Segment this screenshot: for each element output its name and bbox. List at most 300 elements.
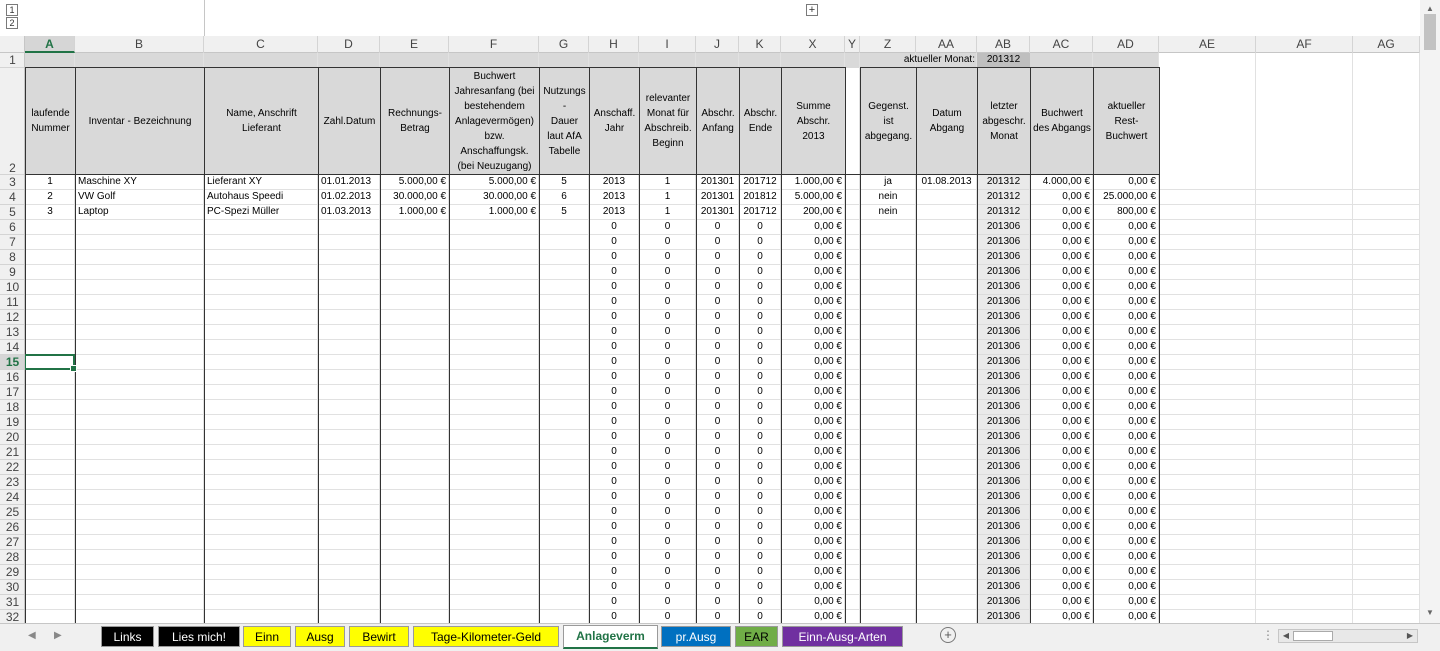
cell-row21-i[interactable]: 0 <box>664 446 671 457</box>
row-header-24[interactable]: 24 <box>0 490 25 505</box>
cell-row21-h[interactable]: 0 <box>611 446 617 457</box>
sheet-tab-einn[interactable]: Einn <box>243 626 291 647</box>
sheet-grid[interactable] <box>25 53 1420 623</box>
cell-row6-k[interactable]: 0 <box>757 221 763 232</box>
cell-row19-j[interactable]: 0 <box>714 416 721 427</box>
cell-row21-j[interactable]: 0 <box>714 446 721 457</box>
column-header-ab[interactable]: AB <box>977 36 1030 53</box>
cell-row23-h[interactable]: 0 <box>611 476 617 487</box>
cell-row15-ac[interactable]: 0,00 € <box>1062 356 1090 367</box>
cell-row8-i[interactable]: 0 <box>664 251 671 262</box>
sheet-tab-lies-mich-[interactable]: Lies mich! <box>158 626 240 647</box>
cell-row5-j[interactable]: 201301 <box>700 206 735 217</box>
cell-row5-k[interactable]: 201712 <box>743 206 777 217</box>
cell-row28-ac[interactable]: 0,00 € <box>1062 551 1090 562</box>
cell-row25-h[interactable]: 0 <box>611 506 617 517</box>
sheet-tab-bewirt[interactable]: Bewirt <box>349 626 409 647</box>
column-header-e[interactable]: E <box>380 36 449 53</box>
column-header-i[interactable]: I <box>639 36 696 53</box>
cell-row29-k[interactable]: 0 <box>757 566 763 577</box>
cell-row16-ad[interactable]: 0,00 € <box>1128 371 1156 382</box>
scroll-left-icon[interactable]: ◀ <box>1282 631 1290 640</box>
cell-row17-j[interactable]: 0 <box>714 386 721 397</box>
column-header-g[interactable]: G <box>539 36 589 53</box>
column-header-a[interactable]: A <box>25 36 75 53</box>
sheet-tab-links[interactable]: Links <box>101 626 154 647</box>
cell-row6-x[interactable]: 0,00 € <box>814 221 842 232</box>
cell-row12-ad[interactable]: 0,00 € <box>1128 311 1156 322</box>
cell-row19-ad[interactable]: 0,00 € <box>1128 416 1156 427</box>
cell-row11-x[interactable]: 0,00 € <box>814 296 842 307</box>
cell-row24-j[interactable]: 0 <box>714 491 721 502</box>
cell-row6-i[interactable]: 0 <box>664 221 671 232</box>
row-header-30[interactable]: 30 <box>0 580 25 595</box>
cell-row3-aa[interactable]: 01.08.2013 <box>921 176 972 187</box>
column-header-aa[interactable]: AA <box>916 36 977 53</box>
cell-row3-k[interactable]: 201712 <box>743 176 777 187</box>
cell-row8-ad[interactable]: 0,00 € <box>1128 251 1156 262</box>
column-header-ac[interactable]: AC <box>1030 36 1093 53</box>
cell-row7-x[interactable]: 0,00 € <box>814 236 842 247</box>
cell-row31-ad[interactable]: 0,00 € <box>1128 596 1156 607</box>
cell-row8-ab[interactable]: 201306 <box>986 251 1021 262</box>
cell-row5-e[interactable]: 1.000,00 € <box>398 206 446 217</box>
cell-row32-x[interactable]: 0,00 € <box>814 611 842 622</box>
cell-row7-ab[interactable]: 201306 <box>986 236 1021 247</box>
cell-row21-ab[interactable]: 201306 <box>986 446 1021 457</box>
cell-row30-ac[interactable]: 0,00 € <box>1062 581 1090 592</box>
cell-row13-k[interactable]: 0 <box>757 326 763 337</box>
cell-row19-x[interactable]: 0,00 € <box>814 416 842 427</box>
cell-row19-ac[interactable]: 0,00 € <box>1062 416 1090 427</box>
cell-row19-k[interactable]: 0 <box>757 416 763 427</box>
cell-row11-h[interactable]: 0 <box>611 296 617 307</box>
vertical-scrollbar[interactable] <box>1420 0 1440 623</box>
cell-row18-ad[interactable]: 0,00 € <box>1128 401 1156 412</box>
cell-row16-ac[interactable]: 0,00 € <box>1062 371 1090 382</box>
cell-row26-x[interactable]: 0,00 € <box>814 521 842 532</box>
cell-row5-ad[interactable]: 800,00 € <box>1117 206 1156 217</box>
row-header-10[interactable]: 10 <box>0 280 25 295</box>
cell-row3-e[interactable]: 5.000,00 € <box>398 176 446 187</box>
triangle-down-icon[interactable]: ▼ <box>1426 608 1434 617</box>
cell-row18-ab[interactable]: 201306 <box>986 401 1021 412</box>
cell-row3-j[interactable]: 201301 <box>700 176 735 187</box>
cell-row4-f[interactable]: 30.000,00 € <box>483 191 536 202</box>
cell-row28-h[interactable]: 0 <box>611 551 617 562</box>
cell-row30-j[interactable]: 0 <box>714 581 721 592</box>
cell-row18-k[interactable]: 0 <box>757 401 763 412</box>
cell-row12-i[interactable]: 0 <box>664 311 671 322</box>
row-header-5[interactable]: 5 <box>0 205 25 220</box>
row-header-13[interactable]: 13 <box>0 325 25 340</box>
cell-row32-ac[interactable]: 0,00 € <box>1062 611 1090 622</box>
cell-row9-i[interactable]: 0 <box>664 266 671 277</box>
cell-row14-x[interactable]: 0,00 € <box>814 341 842 352</box>
row-header-12[interactable]: 12 <box>0 310 25 325</box>
row-header-6[interactable]: 6 <box>0 220 25 235</box>
row-header-8[interactable]: 8 <box>0 250 25 265</box>
cell-row21-k[interactable]: 0 <box>757 446 763 457</box>
cell-row14-j[interactable]: 0 <box>714 341 721 352</box>
row-header-21[interactable]: 21 <box>0 445 25 460</box>
cell-row25-j[interactable]: 0 <box>714 506 721 517</box>
cell-row24-ad[interactable]: 0,00 € <box>1128 491 1156 502</box>
cell-row24-k[interactable]: 0 <box>757 491 763 502</box>
cell-row4-k[interactable]: 201812 <box>743 191 777 202</box>
row-header-26[interactable]: 26 <box>0 520 25 535</box>
cell-row18-h[interactable]: 0 <box>611 401 617 412</box>
cell-row7-ac[interactable]: 0,00 € <box>1062 236 1090 247</box>
column-header-z[interactable]: Z <box>860 36 916 53</box>
cell-row4-ab[interactable]: 201312 <box>986 191 1021 202</box>
cell-row13-i[interactable]: 0 <box>664 326 671 337</box>
cell-row28-ab[interactable]: 201306 <box>986 551 1021 562</box>
cell-row4-z[interactable]: nein <box>878 191 898 202</box>
cell-row3-d[interactable]: 01.01.2013 <box>321 176 372 187</box>
sheet-tab-tage-kilometer-geld[interactable]: Tage-Kilometer-Geld <box>413 626 559 647</box>
cell-row18-x[interactable]: 0,00 € <box>814 401 842 412</box>
cell-row3-h[interactable]: 2013 <box>602 176 626 187</box>
cell-row15-i[interactable]: 0 <box>664 356 671 367</box>
column-header-x[interactable]: X <box>781 36 845 53</box>
cell-row10-h[interactable]: 0 <box>611 281 617 292</box>
cell-row32-ad[interactable]: 0,00 € <box>1128 611 1156 622</box>
cell-row6-ac[interactable]: 0,00 € <box>1062 221 1090 232</box>
cell-row26-k[interactable]: 0 <box>757 521 763 532</box>
cell-row22-k[interactable]: 0 <box>757 461 763 472</box>
cell-row4-ac[interactable]: 0,00 € <box>1062 191 1090 202</box>
cell-row5-h[interactable]: 2013 <box>602 206 626 217</box>
cell-row27-ad[interactable]: 0,00 € <box>1128 536 1156 547</box>
column-header-ad[interactable]: AD <box>1093 36 1159 53</box>
cell-row28-j[interactable]: 0 <box>714 551 721 562</box>
selected-cell[interactable] <box>25 354 75 370</box>
cell-row28-ad[interactable]: 0,00 € <box>1128 551 1156 562</box>
cell-row28-k[interactable]: 0 <box>757 551 763 562</box>
cell-row30-k[interactable]: 0 <box>757 581 763 592</box>
cell-row30-h[interactable]: 0 <box>611 581 617 592</box>
cell-row18-j[interactable]: 0 <box>714 401 721 412</box>
cell-row22-ac[interactable]: 0,00 € <box>1062 461 1090 472</box>
sheet-tab-anlageverm[interactable]: Anlageverm <box>563 625 658 649</box>
cell-row5-c[interactable]: PC-Spezi Müller <box>207 206 280 217</box>
cell-row26-ac[interactable]: 0,00 € <box>1062 521 1090 532</box>
row-header-18[interactable]: 18 <box>0 400 25 415</box>
row-header-17[interactable]: 17 <box>0 385 25 400</box>
cell-row12-x[interactable]: 0,00 € <box>814 311 842 322</box>
cell-row30-ad[interactable]: 0,00 € <box>1128 581 1156 592</box>
cell-row14-k[interactable]: 0 <box>757 341 763 352</box>
cell-row14-h[interactable]: 0 <box>611 341 617 352</box>
cell-row3-z[interactable]: ja <box>884 176 892 187</box>
scroll-right-icon[interactable]: ▶ <box>1406 631 1414 640</box>
row-header-31[interactable]: 31 <box>0 595 25 610</box>
cell-row3-ac[interactable]: 4.000,00 € <box>1042 176 1090 187</box>
cell-row27-i[interactable]: 0 <box>664 536 671 547</box>
cell-row13-x[interactable]: 0,00 € <box>814 326 842 337</box>
cell-row24-h[interactable]: 0 <box>611 491 617 502</box>
cell-row7-h[interactable]: 0 <box>611 236 617 247</box>
cell-row3-ab[interactable]: 201312 <box>986 176 1021 187</box>
cell-row8-ac[interactable]: 0,00 € <box>1062 251 1090 262</box>
cell-row15-x[interactable]: 0,00 € <box>814 356 842 367</box>
cell-row17-i[interactable]: 0 <box>664 386 671 397</box>
cell-row18-i[interactable]: 0 <box>664 401 671 412</box>
cell-row15-h[interactable]: 0 <box>611 356 617 367</box>
cell-row25-ab[interactable]: 201306 <box>986 506 1021 517</box>
cell-row31-h[interactable]: 0 <box>611 596 617 607</box>
plus-circle-icon[interactable]: + <box>940 627 956 643</box>
sheet-tab-ausg[interactable]: Ausg <box>295 626 345 647</box>
row-header-16[interactable]: 16 <box>0 370 25 385</box>
row-header-7[interactable]: 7 <box>0 235 25 250</box>
cell-row7-i[interactable]: 0 <box>664 236 671 247</box>
cell-row17-x[interactable]: 0,00 € <box>814 386 842 397</box>
cell-row5-b[interactable]: Laptop <box>78 206 109 217</box>
column-header-f[interactable]: F <box>449 36 539 53</box>
cell-row16-h[interactable]: 0 <box>611 371 617 382</box>
cell-row29-i[interactable]: 0 <box>664 566 671 577</box>
cell-row32-i[interactable]: 0 <box>664 611 671 622</box>
cell-row24-x[interactable]: 0,00 € <box>814 491 842 502</box>
cell-row28-x[interactable]: 0,00 € <box>814 551 842 562</box>
sheet-tab-einn-ausg-arten[interactable]: Einn-Ausg-Arten <box>782 626 903 647</box>
cell-row3-ad[interactable]: 0,00 € <box>1128 176 1156 187</box>
cell-row4-x[interactable]: 5.000,00 € <box>794 191 842 202</box>
cell-row23-j[interactable]: 0 <box>714 476 721 487</box>
cell-row27-ac[interactable]: 0,00 € <box>1062 536 1090 547</box>
cell-row24-ac[interactable]: 0,00 € <box>1062 491 1090 502</box>
row-header-27[interactable]: 27 <box>0 535 25 550</box>
cell-row15-j[interactable]: 0 <box>714 356 721 367</box>
cell-row12-k[interactable]: 0 <box>757 311 763 322</box>
cell-row24-ab[interactable]: 201306 <box>986 491 1021 502</box>
cell-row4-b[interactable]: VW Golf <box>78 191 116 202</box>
cell-row17-ab[interactable]: 201306 <box>986 386 1021 397</box>
cell-row3-c[interactable]: Lieferant XY <box>207 176 263 187</box>
cell-row4-i[interactable]: 1 <box>664 191 671 202</box>
cell-row14-i[interactable]: 0 <box>664 341 671 352</box>
cell-row18-ac[interactable]: 0,00 € <box>1062 401 1090 412</box>
row-header-14[interactable]: 14 <box>0 340 25 355</box>
cell-row14-ac[interactable]: 0,00 € <box>1062 341 1090 352</box>
cell-row10-ad[interactable]: 0,00 € <box>1128 281 1156 292</box>
cell-row10-ac[interactable]: 0,00 € <box>1062 281 1090 292</box>
cell-row20-j[interactable]: 0 <box>714 431 721 442</box>
cell-row16-j[interactable]: 0 <box>714 371 721 382</box>
cell-row29-h[interactable]: 0 <box>611 566 617 577</box>
cell-row12-ac[interactable]: 0,00 € <box>1062 311 1090 322</box>
row-header-1[interactable]: 1 <box>0 53 25 68</box>
cell-row30-x[interactable]: 0,00 € <box>814 581 842 592</box>
outline-level-1-button[interactable]: 1 <box>6 4 18 16</box>
cell-row23-k[interactable]: 0 <box>757 476 763 487</box>
column-header-d[interactable]: D <box>318 36 380 53</box>
sheet-tab-pr-ausg[interactable]: pr.Ausg <box>661 626 731 647</box>
cell-row22-j[interactable]: 0 <box>714 461 721 472</box>
column-header-h[interactable]: H <box>589 36 639 53</box>
cell-row31-ab[interactable]: 201306 <box>986 596 1021 607</box>
cell-row5-ab[interactable]: 201312 <box>986 206 1021 217</box>
cell-row29-ad[interactable]: 0,00 € <box>1128 566 1156 577</box>
column-header-y[interactable]: Y <box>845 36 860 53</box>
cell-row32-ab[interactable]: 201306 <box>986 611 1021 622</box>
row-header-23[interactable]: 23 <box>0 475 25 490</box>
cell-row7-j[interactable]: 0 <box>714 236 721 247</box>
cell-row26-ad[interactable]: 0,00 € <box>1128 521 1156 532</box>
cell-row31-x[interactable]: 0,00 € <box>814 596 842 607</box>
cell-row12-ab[interactable]: 201306 <box>986 311 1021 322</box>
cell-row5-i[interactable]: 1 <box>664 206 671 217</box>
cell-row31-i[interactable]: 0 <box>664 596 671 607</box>
cell-row8-h[interactable]: 0 <box>611 251 617 262</box>
cell-row26-j[interactable]: 0 <box>714 521 721 532</box>
cell-row31-k[interactable]: 0 <box>757 596 763 607</box>
cell-row11-ad[interactable]: 0,00 € <box>1128 296 1156 307</box>
row-header-4[interactable]: 4 <box>0 190 25 205</box>
cell-row4-j[interactable]: 201301 <box>700 191 735 202</box>
horizontal-scrollbar[interactable] <box>1278 629 1418 643</box>
cell-row5-ac[interactable]: 0,00 € <box>1062 206 1090 217</box>
cell-row9-ad[interactable]: 0,00 € <box>1128 266 1156 277</box>
cell-row19-i[interactable]: 0 <box>664 416 671 427</box>
expand-group-button[interactable]: + <box>806 4 818 16</box>
cell-row25-i[interactable]: 0 <box>664 506 671 517</box>
cell-row27-k[interactable]: 0 <box>757 536 763 547</box>
cell-row10-x[interactable]: 0,00 € <box>814 281 842 292</box>
cell-row4-c[interactable]: Autohaus Speedi <box>207 191 284 202</box>
cell-row4-ad[interactable]: 25.000,00 € <box>1103 191 1156 202</box>
cell-row16-x[interactable]: 0,00 € <box>814 371 842 382</box>
cell-row13-ac[interactable]: 0,00 € <box>1062 326 1090 337</box>
cell-row6-j[interactable]: 0 <box>714 221 721 232</box>
cell-row25-ad[interactable]: 0,00 € <box>1128 506 1156 517</box>
cell-row32-k[interactable]: 0 <box>757 611 763 622</box>
cell-row21-ac[interactable]: 0,00 € <box>1062 446 1090 457</box>
cell-row29-j[interactable]: 0 <box>714 566 721 577</box>
cell-row9-ab[interactable]: 201306 <box>986 266 1021 277</box>
cell-row3-b[interactable]: Maschine XY <box>78 176 137 187</box>
cell-row4-g[interactable]: 6 <box>561 191 567 202</box>
cell-row4-a[interactable]: 2 <box>47 191 53 202</box>
cell-row4-h[interactable]: 2013 <box>602 191 626 202</box>
cell-row7-k[interactable]: 0 <box>757 236 763 247</box>
cell-row9-j[interactable]: 0 <box>714 266 721 277</box>
cell-row11-j[interactable]: 0 <box>714 296 721 307</box>
cell-row8-k[interactable]: 0 <box>757 251 763 262</box>
cell-row32-j[interactable]: 0 <box>714 611 721 622</box>
triangle-up-icon[interactable]: ▲ <box>1426 4 1434 13</box>
cell-row29-x[interactable]: 0,00 € <box>814 566 842 577</box>
row-header-19[interactable]: 19 <box>0 415 25 430</box>
cell-row15-ad[interactable]: 0,00 € <box>1128 356 1156 367</box>
row-header-2[interactable]: 2 <box>0 68 25 175</box>
cell-row23-ab[interactable]: 201306 <box>986 476 1021 487</box>
cell-row7-ad[interactable]: 0,00 € <box>1128 236 1156 247</box>
cell-row23-i[interactable]: 0 <box>664 476 671 487</box>
cell-row27-j[interactable]: 0 <box>714 536 721 547</box>
cell-row21-x[interactable]: 0,00 € <box>814 446 842 457</box>
sheet-tab-ear[interactable]: EAR <box>735 626 778 647</box>
outline-level-2-button[interactable]: 2 <box>6 17 18 29</box>
cell-row28-i[interactable]: 0 <box>664 551 671 562</box>
column-header-af[interactable]: AF <box>1256 36 1353 53</box>
cell-row8-x[interactable]: 0,00 € <box>814 251 842 262</box>
cell-row22-ad[interactable]: 0,00 € <box>1128 461 1156 472</box>
cell-row29-ab[interactable]: 201306 <box>986 566 1021 577</box>
cell-row13-ab[interactable]: 201306 <box>986 326 1021 337</box>
cell-row6-h[interactable]: 0 <box>611 221 617 232</box>
cell-row17-ad[interactable]: 0,00 € <box>1128 386 1156 397</box>
cell-row12-j[interactable]: 0 <box>714 311 721 322</box>
column-header-j[interactable]: J <box>696 36 739 53</box>
cell-row3-g[interactable]: 5 <box>561 176 567 187</box>
cell-row10-k[interactable]: 0 <box>757 281 763 292</box>
cell-row22-h[interactable]: 0 <box>611 461 617 472</box>
row-header-32[interactable]: 32 <box>0 610 25 623</box>
cell-row31-j[interactable]: 0 <box>714 596 721 607</box>
cell-row16-k[interactable]: 0 <box>757 371 763 382</box>
cell-row10-ab[interactable]: 201306 <box>986 281 1021 292</box>
cell-row9-ac[interactable]: 0,00 € <box>1062 266 1090 277</box>
cell-row20-k[interactable]: 0 <box>757 431 763 442</box>
cell-row17-ac[interactable]: 0,00 € <box>1062 386 1090 397</box>
row-header-11[interactable]: 11 <box>0 295 25 310</box>
cell-row29-ac[interactable]: 0,00 € <box>1062 566 1090 577</box>
cell-row16-ab[interactable]: 201306 <box>986 371 1021 382</box>
cell-row6-ab[interactable]: 201306 <box>986 221 1021 232</box>
cell-row15-ab[interactable]: 201306 <box>986 356 1021 367</box>
row-header-3[interactable]: 3 <box>0 175 25 190</box>
row-header-15[interactable]: 15 <box>0 355 25 370</box>
row-header-28[interactable]: 28 <box>0 550 25 565</box>
cell-row15-k[interactable]: 0 <box>757 356 763 367</box>
row-header-29[interactable]: 29 <box>0 565 25 580</box>
cell-row3-x[interactable]: 1.000,00 € <box>794 176 842 187</box>
cell-row3-f[interactable]: 5.000,00 € <box>488 176 536 187</box>
cell-row17-k[interactable]: 0 <box>757 386 763 397</box>
cell-row10-j[interactable]: 0 <box>714 281 721 292</box>
cell-row3-a[interactable]: 1 <box>47 176 53 187</box>
cell-row23-ac[interactable]: 0,00 € <box>1062 476 1090 487</box>
cell-row19-h[interactable]: 0 <box>611 416 617 427</box>
more-options-icon[interactable]: ⋮ <box>1262 628 1274 642</box>
cell-row22-ab[interactable]: 201306 <box>986 461 1021 472</box>
cell-row17-h[interactable]: 0 <box>611 386 617 397</box>
row-header-20[interactable]: 20 <box>0 430 25 445</box>
cell-row25-k[interactable]: 0 <box>757 506 763 517</box>
cell-row23-x[interactable]: 0,00 € <box>814 476 842 487</box>
cell-row4-e[interactable]: 30.000,00 € <box>393 191 446 202</box>
cell-row20-ab[interactable]: 201306 <box>986 431 1021 442</box>
cell-row13-j[interactable]: 0 <box>714 326 721 337</box>
cell-row20-i[interactable]: 0 <box>664 431 671 442</box>
cell-row22-i[interactable]: 0 <box>664 461 671 472</box>
cell-row26-i[interactable]: 0 <box>664 521 671 532</box>
cell-row24-i[interactable]: 0 <box>664 491 671 502</box>
cell-row3-i[interactable]: 1 <box>664 176 671 187</box>
column-header-b[interactable]: B <box>75 36 204 53</box>
cell-row25-ac[interactable]: 0,00 € <box>1062 506 1090 517</box>
cell-row19-ab[interactable]: 201306 <box>986 416 1021 427</box>
cell-row20-h[interactable]: 0 <box>611 431 617 442</box>
cell-row5-g[interactable]: 5 <box>561 206 567 217</box>
cell-row20-x[interactable]: 0,00 € <box>814 431 842 442</box>
cell-row27-h[interactable]: 0 <box>611 536 617 547</box>
cell-row30-ab[interactable]: 201306 <box>986 581 1021 592</box>
cell-row26-ab[interactable]: 201306 <box>986 521 1021 532</box>
